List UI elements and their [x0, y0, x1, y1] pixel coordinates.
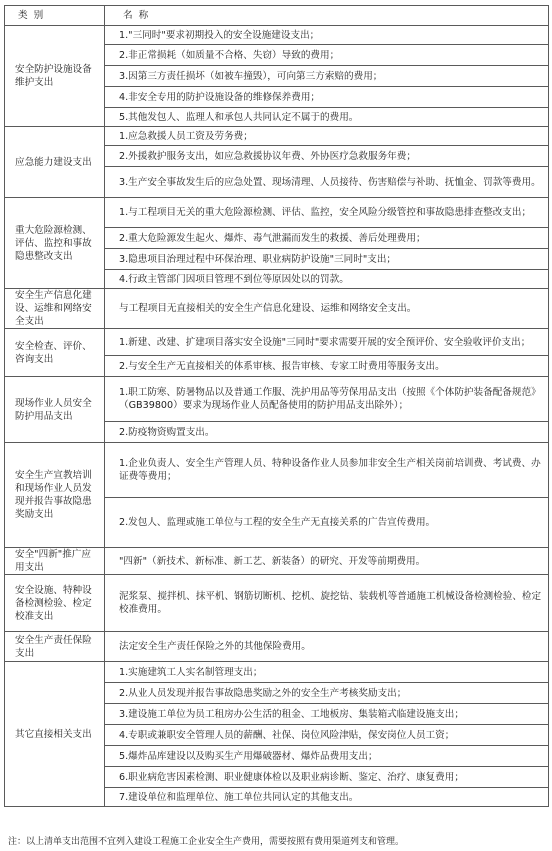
category-cell: 应急能力建设支出 — [5, 127, 105, 198]
category-cell: 安全生产信息化建设、运维和网络安全支出 — [5, 289, 105, 329]
expense-table — [4, 5, 549, 807]
item-cell: 2.外援救护服务支出，如应急救援协议年费、外协医疗急救服务年费； — [105, 146, 549, 167]
item-cell: 7.建设单位和监理单位、施工单位共同认定的其他支出。 — [105, 788, 549, 807]
item-cell: 与工程项目无直接相关的安全生产信息化建设、运维和网络安全支出。 — [105, 289, 549, 329]
header-name: 名称 — [105, 6, 549, 26]
table-row — [5, 632, 549, 662]
category-cell: 安全生产责任保险支出 — [5, 632, 105, 662]
item-cell: 2.重大危险源发生起火、爆炸、毒气泄漏而发生的救援、善后处理费用； — [105, 228, 549, 249]
item-cell: 5.爆炸品库建设以及购买生产用爆破器材、爆炸品费用支出； — [105, 746, 549, 767]
item-cell: 6.职业病危害因素检测、职业健康体检以及职业病诊断、鉴定、治疗、康复费用； — [105, 767, 549, 788]
item-cell: 1.与工程项目无关的重大危险源检测、评估、监控，安全风险分级管控和事故隐患排查整改支出； — [105, 198, 549, 228]
table-row — [5, 127, 549, 146]
item-cell: 3.因第三方责任损坏（如被车撞毁），可向第三方索赔的费用； — [105, 66, 549, 87]
table-footnote: 注：以上清单支出范围不宜列入建设工程施工企业安全生产费用，需要按照有费用渠道列支和管理。 — [8, 837, 405, 847]
item-cell: 2.发包人、监理或施工单位与工程的安全生产无直接关系的广告宣传费用。 — [105, 498, 549, 548]
category-cell: 安全"四新"推广应用支出 — [5, 548, 105, 575]
item-cell: 1."三同时"要求初期投入的安全设施建设支出； — [105, 26, 549, 45]
table-row — [5, 26, 549, 45]
category-cell: 安全设施、特种设备检测检验、检定校准支出 — [5, 575, 105, 632]
table-row — [5, 198, 549, 228]
category-cell: 其它直接相关支出 — [5, 662, 105, 807]
table-row — [5, 443, 549, 498]
table-body — [5, 26, 549, 807]
item-cell: 1.实施建筑工人实名制管理支出； — [105, 662, 549, 683]
item-cell: 3.生产安全事故发生后的应急处置、现场清理、人员接待、伤害赔偿与补助、抚恤金、罚款等费用。 — [105, 167, 549, 198]
category-cell: 安全生产宣教培训和现场作业人员发现并报告事故隐患奖励支出 — [5, 443, 105, 548]
table-row — [5, 289, 549, 329]
item-cell: 2.非正常损耗（如质量不合格、失窃）导致的费用； — [105, 45, 549, 66]
item-cell: 泥浆泵、搅拌机、抹平机、钢筋切断机、挖机、旋挖钻、装载机等普通施工机械设备检测检验、检定校准费用。 — [105, 575, 549, 632]
item-cell: 1.应急救援人员工资及劳务费； — [105, 127, 549, 146]
item-cell: 3.建设施工单位为员工租房办公生活的租金、工地板房、集装箱式临建设施支出； — [105, 704, 549, 725]
item-cell: 2.防疫物资购置支出。 — [105, 422, 549, 443]
table-row — [5, 662, 549, 683]
table-row — [5, 329, 549, 356]
table-row — [5, 575, 549, 632]
item-cell: 1.职工防寒、防暑物品以及普通工作服、洗护用品等劳保用品支出（按照《个体防护装备配备规范》（GB39800）要求为现场作业人员配备使用的防护用品支出除外）； — [105, 377, 549, 422]
item-cell: 法定安全生产责任保险之外的其他保险费用。 — [105, 632, 549, 662]
item-cell: 4.专职或兼职安全管理人员的薪酬、社保、岗位风险津贴，保安岗位人员工资； — [105, 725, 549, 746]
item-cell: 1.新建、改建、扩建项目落实安全设施"三同时"要求需要开展的安全预评价、安全验收评价支出； — [105, 329, 549, 356]
category-cell: 安全防护设施设备维护支出 — [5, 26, 105, 127]
item-cell: "四新"（新技术、新标准、新工艺、新装备）的研究、开发等前期费用。 — [105, 548, 549, 575]
item-cell: 5.其他发包人、监理人和承包人共同认定不属于的费用。 — [105, 108, 549, 127]
category-cell: 重大危险源检测、评估、监控和事故隐患整改支出 — [5, 198, 105, 289]
item-cell: 2.从业人员发现并报告事故隐患奖励之外的安全生产考核奖励支出； — [105, 683, 549, 704]
item-cell: 2.与安全生产无直接相关的体系审核、报告审核、专家工时费用等服务支出。 — [105, 356, 549, 377]
item-cell: 3.隐患项目治理过程中环保治理、职业病防护设施"三同时"支出； — [105, 249, 549, 270]
item-cell: 4.非安全专用的防护设施设备的维修保养费用； — [105, 87, 549, 108]
table-row — [5, 548, 549, 575]
table-header-row — [5, 6, 549, 26]
item-cell: 4.行政主管部门因项目管理不到位等原因处以的罚款。 — [105, 270, 549, 289]
header-category: 类别 — [5, 6, 105, 26]
item-cell: 1.企业负责人、安全生产管理人员、特种设备作业人员参加非安全生产相关岗前培训费、考试费、办证费等费用； — [105, 443, 549, 498]
table-row — [5, 377, 549, 422]
category-cell: 现场作业人员安全防护用品支出 — [5, 377, 105, 443]
category-cell: 安全检查、评价、咨询支出 — [5, 329, 105, 377]
